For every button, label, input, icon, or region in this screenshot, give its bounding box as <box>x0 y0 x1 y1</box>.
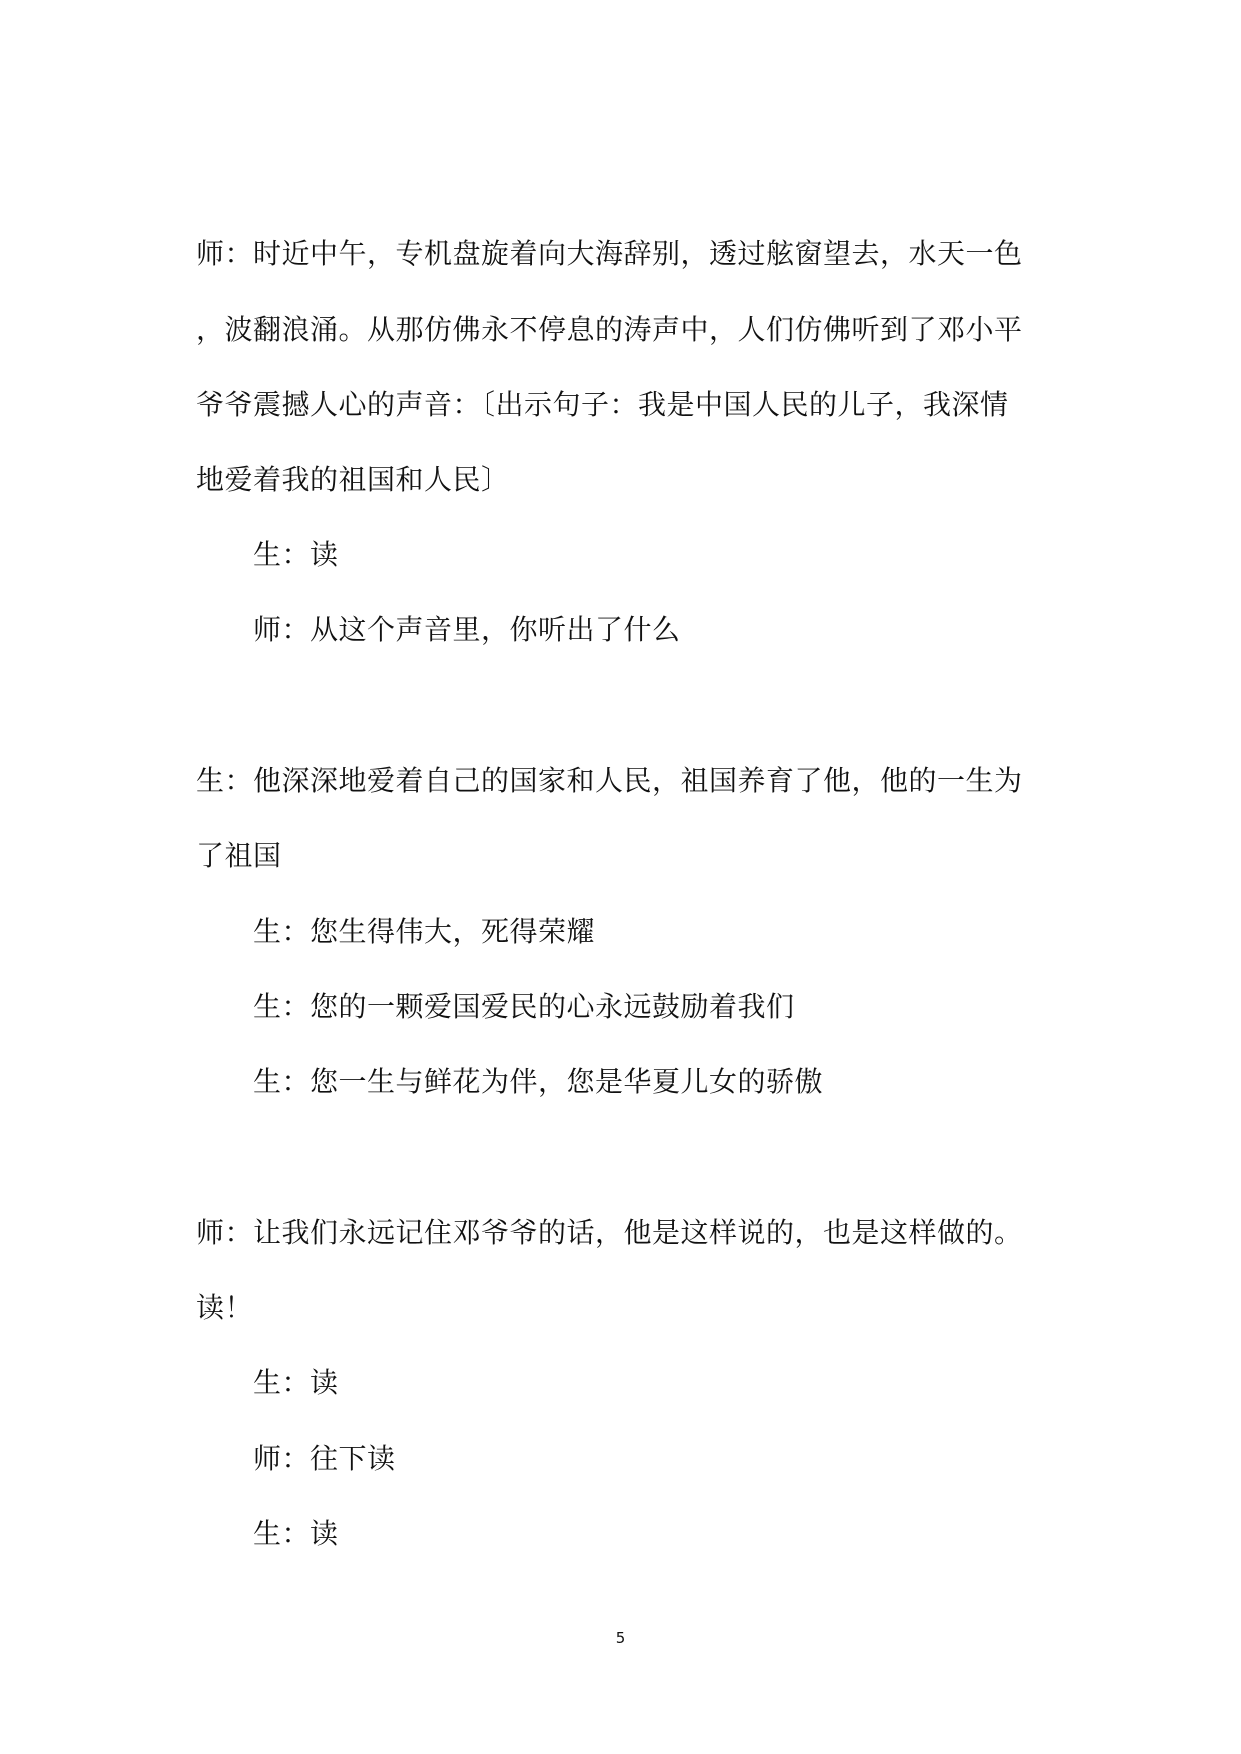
text-line: 生：您生得伟大，死得荣耀 <box>253 915 596 948</box>
text-line: 生：他深深地爱着自己的国家和人民，祖国养育了他，他的一生为 <box>196 764 1023 797</box>
text-line: 师：从这个声音里，你听出了什么 <box>253 613 681 646</box>
text-line: 师：时近中午，专机盘旋着向大海辞别，透过舷窗望去，水天一色 <box>196 237 1023 270</box>
text-line: 生：您一生与鲜花为伴，您是华夏儿女的骄傲 <box>253 1065 824 1098</box>
text-line: 生：读 <box>253 1366 339 1399</box>
page-number: 5 <box>615 1629 626 1647</box>
text-line: 生：读 <box>253 1517 339 1550</box>
text-line: 了祖国 <box>196 839 282 872</box>
text-line: ，波翻浪涌。从那仿佛永不停息的涛声中，人们仿佛听到了邓小平 <box>196 313 1023 346</box>
text-line: 生：读 <box>253 538 339 571</box>
text-line: 地爱着我的祖国和人民〕 <box>196 463 510 496</box>
text-line: 师：让我们永远记住邓爷爷的话，他是这样说的，也是这样做的。 <box>196 1216 1023 1249</box>
text-line: 读！ <box>196 1291 254 1324</box>
text-line: 爷爷震撼人心的声音：〔出示句子：我是中国人民的儿子，我深情 <box>196 388 1009 421</box>
text-line: 生：您的一颗爱国爱民的心永远鼓励着我们 <box>253 990 795 1023</box>
text-line: 师：往下读 <box>253 1442 396 1475</box>
